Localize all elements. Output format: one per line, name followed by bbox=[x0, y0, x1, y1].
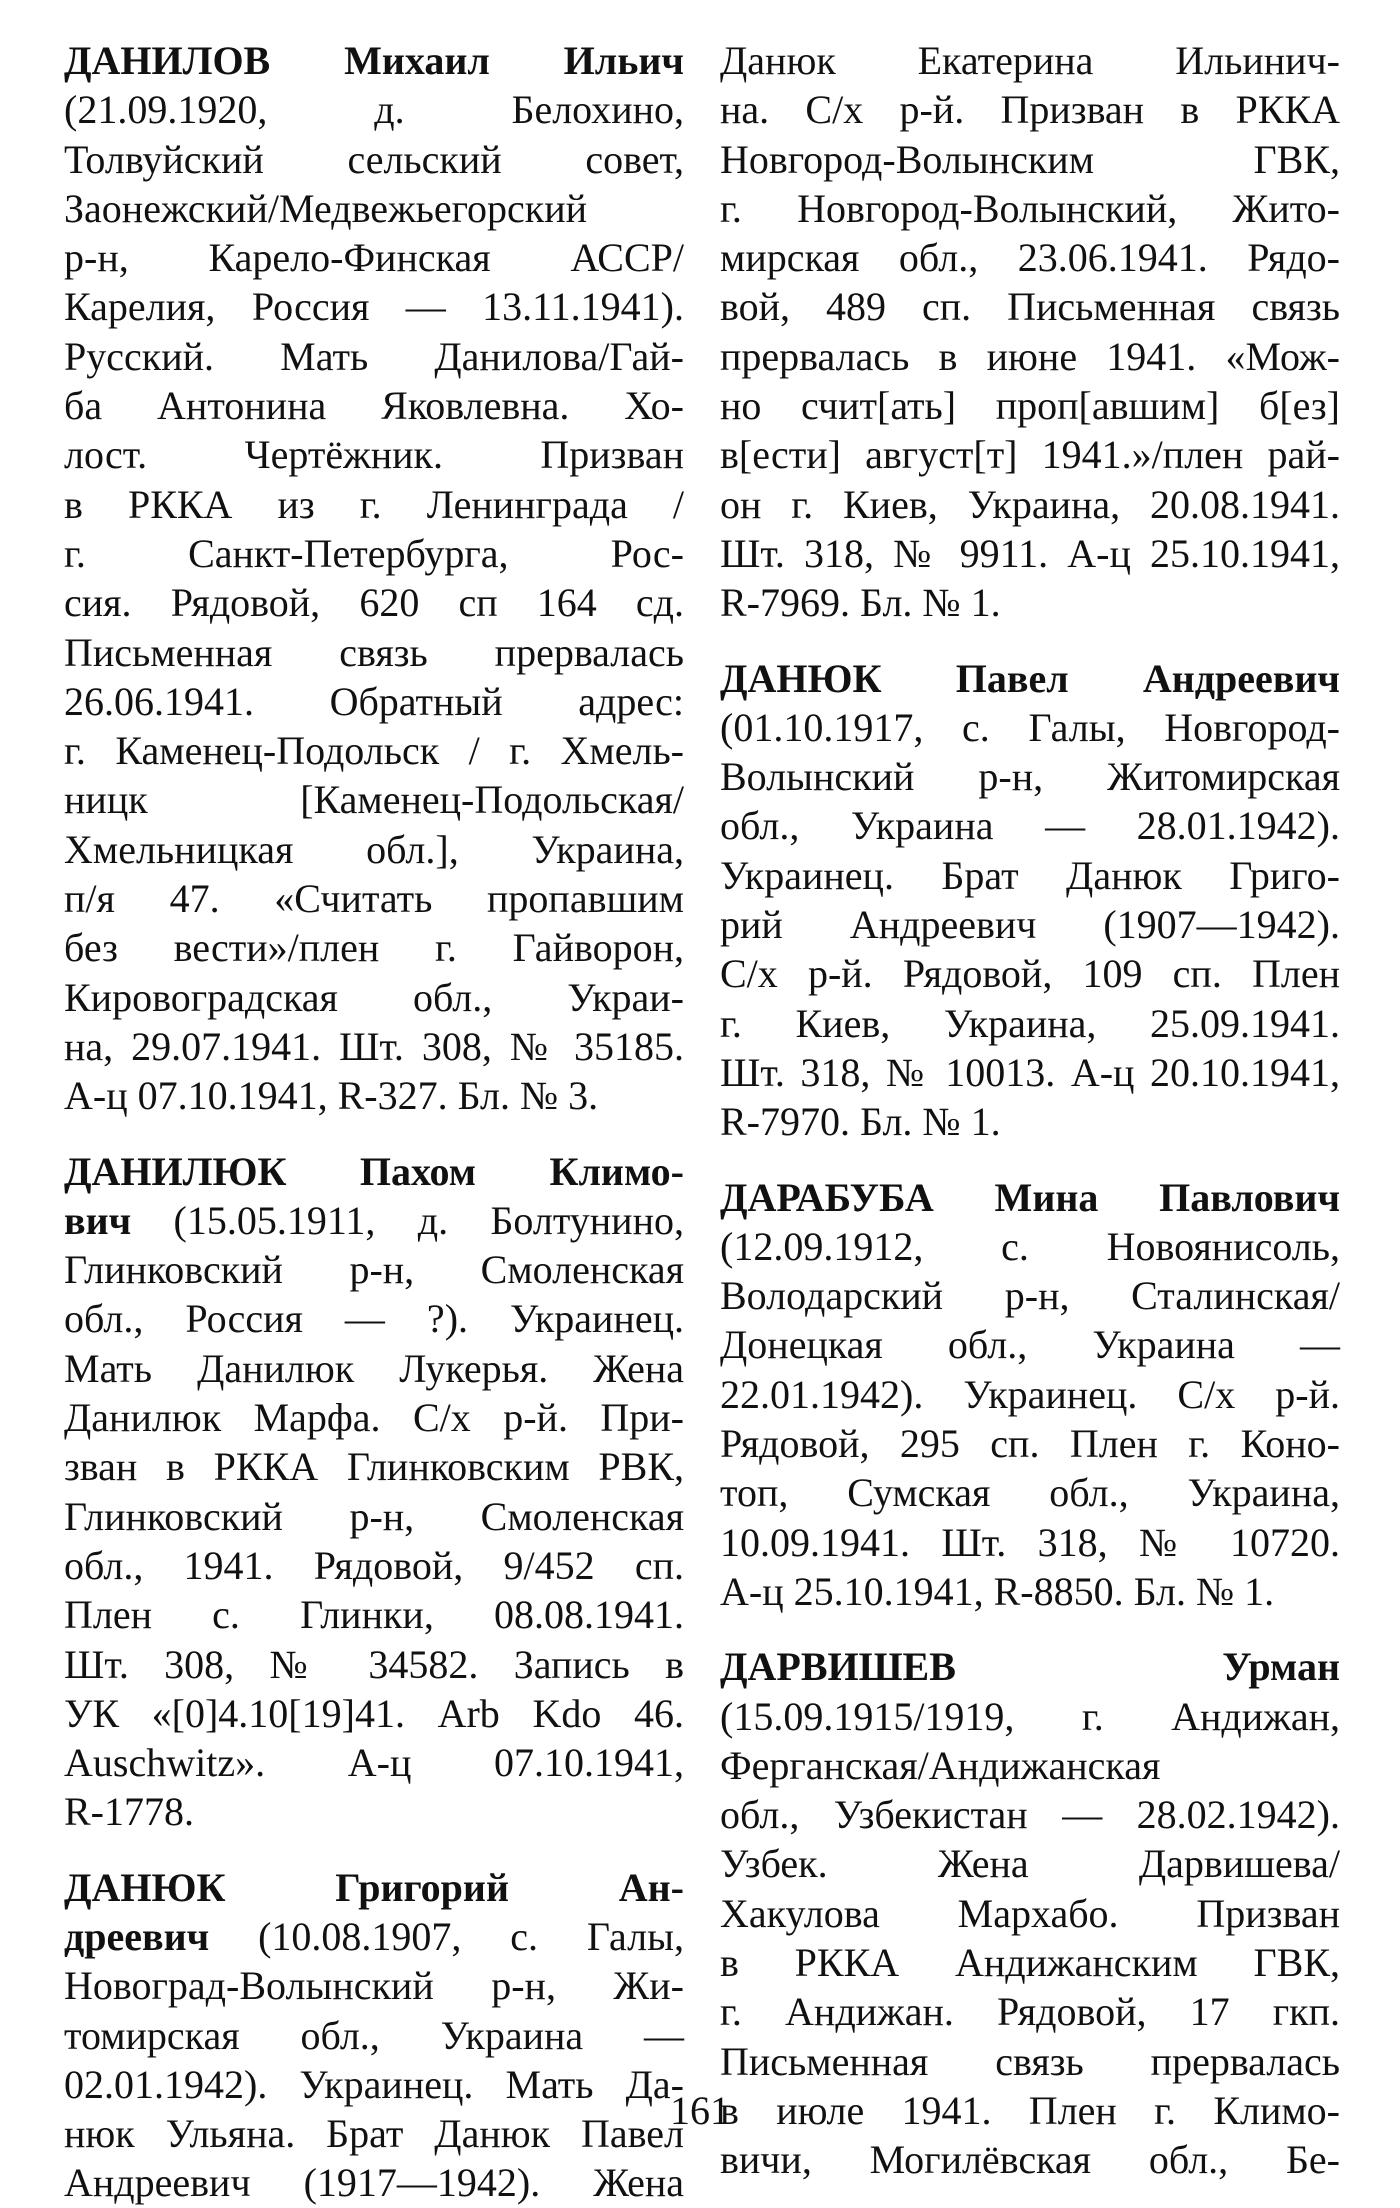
biographical-entry bbox=[720, 36, 1340, 628]
person-name: ДАНИЛОВ Михаил Ильич bbox=[64, 38, 684, 83]
entry-text: г. Киев, Украина, 25.09.1941. bbox=[720, 1000, 1340, 1046]
text-line bbox=[64, 430, 684, 479]
entry-text: в РККА из г. Ленинграда / bbox=[64, 481, 684, 527]
entry-text: R-7969. Бл. № 1. bbox=[720, 580, 1001, 626]
text-line bbox=[64, 332, 684, 381]
entry-text: г. Андижан. Рядовой, 17 гкп. bbox=[720, 1989, 1340, 2035]
text-line bbox=[64, 923, 684, 972]
text-line bbox=[720, 900, 1340, 949]
entry-text: С/х р-й. Рядовой, 109 сп. Плен bbox=[720, 951, 1340, 997]
text-line bbox=[64, 825, 684, 874]
entry-text: (15.05.1911, д. Болтунино, bbox=[131, 1197, 684, 1243]
entry-text: (10.08.1907, с. Галы, bbox=[209, 1913, 684, 1959]
entry-text: 10.09.1941. Шт. 318, № 10720. bbox=[720, 1519, 1340, 1565]
entry-text: Карелия, Россия — 13.11.1941). bbox=[64, 284, 684, 330]
right-column bbox=[720, 36, 1340, 2184]
entry-gap bbox=[720, 1147, 1340, 1173]
text-line bbox=[720, 1271, 1340, 1320]
entry-gap bbox=[64, 1837, 684, 1863]
text-line bbox=[64, 1863, 684, 1912]
text-line bbox=[720, 1320, 1340, 1369]
text-line bbox=[64, 1961, 684, 2010]
text-line bbox=[720, 1839, 1340, 1888]
text-line bbox=[720, 1370, 1340, 1419]
text-line bbox=[720, 233, 1340, 282]
entry-text: вой, 489 сп. Письменная связь bbox=[720, 284, 1340, 330]
entry-text: рий Андреевич (1907—1942). bbox=[720, 902, 1340, 948]
text-line bbox=[720, 1642, 1340, 1691]
entry-text: на. С/х р-й. Призван в РККА bbox=[720, 87, 1340, 133]
entry-text: г. Каменец-Подольск / г. Хмель- bbox=[64, 728, 684, 774]
entry-text: Украинец. Брат Данюк Григо- bbox=[720, 852, 1340, 898]
text-line bbox=[720, 529, 1340, 578]
text-line bbox=[720, 1987, 1340, 2036]
text-line bbox=[720, 1173, 1340, 1222]
text-line bbox=[64, 1912, 684, 1961]
entry-text: обл., Россия — ?). Украинец. bbox=[64, 1296, 684, 1342]
entry-text: топ, Сумская обл., Украина, bbox=[720, 1470, 1340, 1516]
text-line bbox=[720, 381, 1340, 430]
text-line bbox=[720, 851, 1340, 900]
text-line bbox=[720, 1419, 1340, 1468]
entry-text: обл., Украина — 28.01.1942). bbox=[720, 803, 1340, 849]
entry-text: г. Санкт-Петербурга, Рос- bbox=[64, 530, 684, 576]
entry-text: А-ц 07.10.1941, R-327. Бл. № 3. bbox=[64, 1073, 599, 1119]
text-line bbox=[720, 949, 1340, 998]
text-line bbox=[720, 578, 1340, 627]
text-line bbox=[64, 677, 684, 726]
text-line bbox=[64, 1689, 684, 1738]
person-name: ДАНИЛЮК Пахом Климо- bbox=[64, 1148, 684, 1194]
text-line bbox=[720, 85, 1340, 134]
entry-text: Волынский р-н, Житомирская bbox=[720, 754, 1340, 800]
text-line bbox=[720, 801, 1340, 850]
text-line bbox=[64, 1787, 684, 1836]
text-line bbox=[720, 1097, 1340, 1146]
entry-text: г. Новгород-Волынский, Жито- bbox=[720, 185, 1340, 231]
person-name: ДАНЮК Григорий Ан- bbox=[64, 1864, 684, 1910]
text-line bbox=[64, 973, 684, 1022]
entry-text: прервалась в июне 1941. «Мож- bbox=[720, 333, 1340, 379]
text-line bbox=[720, 1567, 1340, 1616]
text-line bbox=[64, 2158, 684, 2207]
entry-text: Письменная связь прервалась bbox=[64, 629, 684, 675]
text-line bbox=[720, 752, 1340, 801]
entry-text: УК «[0]4.10[19]41. Arb Kdo 46. bbox=[64, 1690, 684, 1736]
text-line bbox=[64, 726, 684, 775]
text-line bbox=[64, 1196, 684, 1245]
entry-text: 26.06.1941. Обратный адрес: bbox=[64, 678, 684, 724]
text-line bbox=[720, 1048, 1340, 1097]
text-line bbox=[720, 282, 1340, 331]
text-line bbox=[720, 36, 1340, 85]
text-line bbox=[720, 1889, 1340, 1938]
text-line bbox=[720, 1790, 1340, 1839]
entry-text: лост. Чертёжник. Призван bbox=[64, 432, 684, 478]
text-line bbox=[64, 1640, 684, 1689]
entry-text: Auschwitz». А-ц 07.10.1941, bbox=[64, 1740, 684, 1786]
text-line bbox=[64, 1147, 684, 1196]
person-name: ДАНЮК Павел Андреевич bbox=[720, 655, 1340, 701]
entry-gap bbox=[720, 628, 1340, 654]
entry-text: (01.10.1917, с. Галы, Новгород- bbox=[720, 704, 1340, 750]
entry-text: Глинковский р-н, Смоленская bbox=[64, 1247, 684, 1293]
entry-text: Письменная связь прервалась bbox=[720, 2038, 1340, 2084]
entry-text: Толвуйский сельский совет, bbox=[64, 136, 684, 182]
text-line bbox=[720, 1222, 1340, 1271]
entry-text: мирская обл., 23.06.1941. Рядо- bbox=[720, 235, 1340, 281]
text-line bbox=[64, 1492, 684, 1541]
entry-text: в июле 1941. Плен г. Климо- bbox=[720, 2087, 1340, 2133]
entry-text: обл., Узбекистан — 28.02.1942). bbox=[720, 1792, 1340, 1838]
entry-text: (12.09.1912, с. Новоянисоль, bbox=[720, 1223, 1340, 1269]
entry-text: на, 29.07.1941. Шт. 308, № 35185. bbox=[64, 1023, 684, 1069]
left-column bbox=[64, 36, 684, 2208]
text-line bbox=[720, 654, 1340, 703]
entry-text: Ферганская/Андижанская bbox=[720, 1742, 1161, 1788]
entry-text: А-ц 25.10.1941, R-8850. Бл. № 1. bbox=[720, 1568, 1275, 1614]
entry-text: Плен с. Глинки, 08.08.1941. bbox=[64, 1592, 684, 1638]
text-line bbox=[720, 1741, 1340, 1790]
entry-text: 02.01.1942). Украинец. Мать Да- bbox=[64, 2061, 684, 2107]
entry-text: но счит[ать] проп[авшим] б[ез] bbox=[720, 383, 1340, 429]
entry-text: ницк [Каменец-Подольская/ bbox=[64, 777, 684, 823]
entry-text: Кировоградская обл., Украи- bbox=[64, 974, 684, 1020]
entry-text: в РККА Андижанским ГВК, bbox=[720, 1939, 1340, 1985]
entry-text: Мать Данилюк Лукерья. Жена bbox=[64, 1345, 684, 1391]
entry-text: Русский. Мать Данилова/Гай- bbox=[64, 333, 684, 379]
entry-text: Новгород-Волынским ГВК, bbox=[720, 136, 1340, 182]
entry-text: 22.01.1942). Украинец. С/х р-й. bbox=[720, 1371, 1340, 1417]
entry-text: Шт. 318, № 10013. А-ц 20.10.1941, bbox=[720, 1049, 1340, 1095]
entry-text: Данилюк Марфа. С/х р-й. При- bbox=[64, 1395, 684, 1441]
entry-gap bbox=[720, 1616, 1340, 1642]
entry-text: Донецкая обл., Украина — bbox=[720, 1322, 1340, 1368]
entry-text: Заонежский/Медвежьегорский bbox=[64, 185, 588, 231]
text-line bbox=[64, 1442, 684, 1491]
biographical-entry bbox=[64, 1147, 684, 1837]
text-line bbox=[64, 874, 684, 923]
entry-text: Рядовой, 295 сп. Плен г. Коно- bbox=[720, 1421, 1340, 1467]
entry-text: Глинковский р-н, Смоленская bbox=[64, 1493, 684, 1539]
page-number: 161 bbox=[670, 2088, 730, 2133]
text-line bbox=[64, 480, 684, 529]
person-name: ДАРАБУБА Мина Павлович bbox=[720, 1174, 1340, 1220]
entry-text: р-н, Карело-Финская АССР/ bbox=[64, 235, 684, 281]
text-line bbox=[720, 332, 1340, 381]
entry-text: Андреевич (1917—1942). Жена bbox=[64, 2160, 684, 2206]
entry-text: зван в РККА Глинковским РВК, bbox=[64, 1444, 684, 1490]
entry-text: Узбек. Жена Дарвишева/ bbox=[720, 1841, 1340, 1887]
entry-text: он г. Киев, Украина, 20.08.1941. bbox=[720, 481, 1340, 527]
text-line bbox=[720, 1692, 1340, 1741]
text-line bbox=[64, 1245, 684, 1294]
entry-text: нюк Ульяна. Брат Данюк Павел bbox=[64, 2111, 684, 2157]
biographical-entry bbox=[64, 36, 684, 1121]
text-line bbox=[720, 1468, 1340, 1517]
entry-text: Володарский р-н, Сталинская/ bbox=[720, 1273, 1340, 1319]
text-line bbox=[720, 2037, 1340, 2086]
text-line bbox=[64, 85, 684, 134]
entry-text: (21.09.1920, д. Белохино, bbox=[64, 87, 684, 133]
text-line bbox=[720, 1938, 1340, 1987]
person-name: вич bbox=[64, 1197, 132, 1243]
entry-text: ба Антонина Яковлевна. Хо- bbox=[64, 383, 684, 429]
text-line bbox=[64, 233, 684, 282]
entry-text: R-1778. bbox=[64, 1789, 194, 1835]
entry-text: Новоград-Волынский р-н, Жи- bbox=[64, 1963, 684, 2009]
entry-text: сия. Рядовой, 620 сп 164 сд. bbox=[64, 580, 684, 626]
entry-text: Шт. 318, № 9911. А-ц 25.10.1941, bbox=[720, 530, 1340, 576]
biographical-entry bbox=[64, 1863, 684, 2208]
entry-text: Шт. 308, № 34582. Запись в bbox=[64, 1641, 684, 1687]
text-line bbox=[64, 1590, 684, 1639]
text-line bbox=[64, 36, 684, 85]
text-line bbox=[64, 1294, 684, 1343]
entry-text: без вести»/плен г. Гайворон, bbox=[64, 925, 684, 971]
text-line bbox=[720, 480, 1340, 529]
text-line bbox=[720, 135, 1340, 184]
entry-text: вичи, Могилёвская обл., Бе- bbox=[720, 2137, 1340, 2183]
text-line bbox=[64, 1541, 684, 1590]
text-line bbox=[64, 381, 684, 430]
entry-text: в[ести] август[т] 1941.»/плен рай- bbox=[720, 432, 1340, 478]
entry-text: п/я 47. «Считать пропавшим bbox=[64, 876, 684, 922]
text-line bbox=[64, 628, 684, 677]
text-line bbox=[720, 184, 1340, 233]
entry-text: обл., 1941. Рядовой, 9/452 сп. bbox=[64, 1542, 684, 1588]
entry-gap bbox=[64, 1121, 684, 1147]
text-line bbox=[720, 2135, 1340, 2184]
entry-text: (15.09.1915/1919, г. Андижан, bbox=[720, 1693, 1340, 1739]
text-line bbox=[64, 282, 684, 331]
text-line bbox=[720, 1518, 1340, 1567]
text-line bbox=[64, 1393, 684, 1442]
text-line bbox=[64, 135, 684, 184]
entry-text: Данюк Екатерина Ильинич- bbox=[720, 38, 1340, 83]
entry-text: Хмельницкая обл.], Украина, bbox=[64, 826, 684, 872]
entry-text: Хакулова Мархабо. Призван bbox=[720, 1890, 1340, 1936]
entry-text: R-7970. Бл. № 1. bbox=[720, 1099, 1001, 1145]
text-line bbox=[64, 1022, 684, 1071]
text-line bbox=[64, 1738, 684, 1787]
entry-text: томирская обл., Украина — bbox=[64, 2012, 684, 2058]
text-line bbox=[720, 430, 1340, 479]
text-line bbox=[64, 529, 684, 578]
biographical-entry bbox=[720, 1173, 1340, 1617]
text-line bbox=[64, 775, 684, 824]
person-name: дреевич bbox=[64, 1913, 210, 1959]
person-name: ДАРВИШЕВ Урман bbox=[720, 1644, 1340, 1690]
text-line bbox=[720, 999, 1340, 1048]
text-line bbox=[64, 578, 684, 627]
text-line bbox=[64, 184, 684, 233]
text-line bbox=[720, 703, 1340, 752]
text-line bbox=[64, 2011, 684, 2060]
text-line bbox=[64, 1344, 684, 1393]
text-line bbox=[64, 1071, 684, 1120]
biographical-entry bbox=[720, 654, 1340, 1147]
